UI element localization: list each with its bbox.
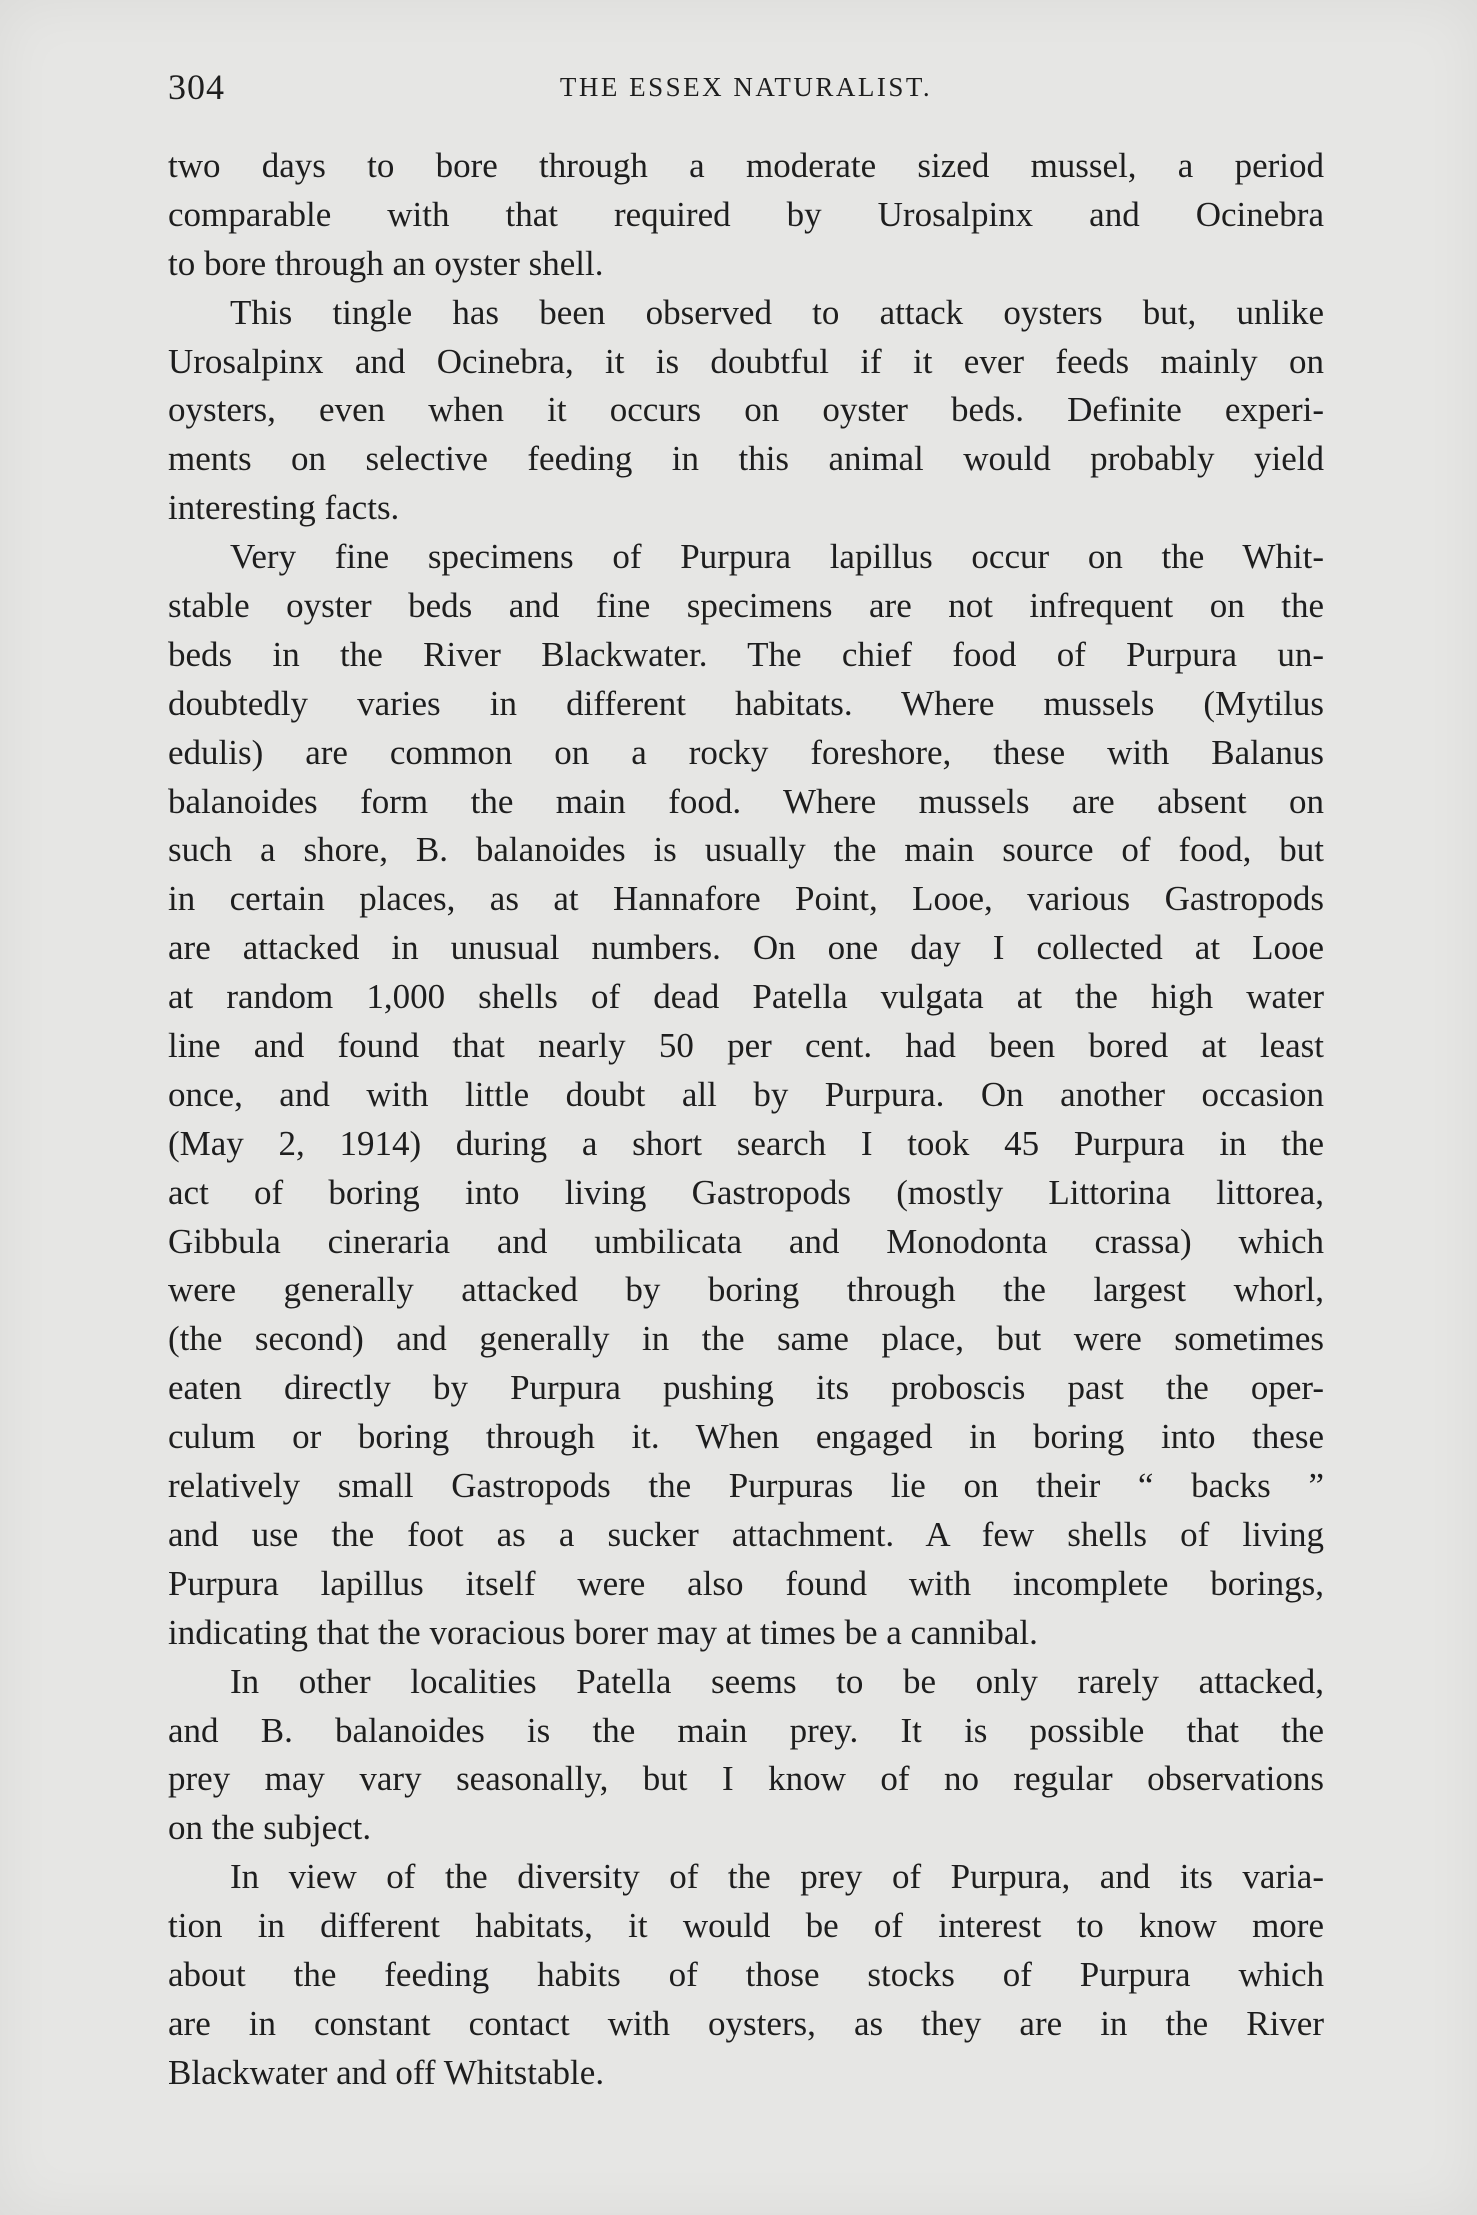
text-line: on the subject.	[168, 1808, 372, 1848]
text-line: prey may vary seasonally, but I know of no regular observations	[168, 1759, 1324, 1799]
text-line: beds in the River Blackwater. The chief food of Purpura un-	[168, 634, 1324, 674]
text-line: are attacked in unusual numbers. On one day I collected at Looe	[168, 928, 1324, 968]
body-text	[168, 142, 1324, 2098]
text-line: In view of the diversity of the prey of Purpura, and its varia-	[230, 1857, 1324, 1897]
text-line: such a shore, B. balanoides is usually the main source of food, but	[168, 830, 1324, 870]
text-line: in certain places, as at Hannafore Point, Looe, various Gastropods	[168, 879, 1324, 919]
text-line: relatively small Gastropods the Purpuras lie on their “ backs ”	[168, 1466, 1324, 1506]
text-line: Urosalpinx and Ocinebra, it is doubtful if it ever feeds mainly on	[168, 341, 1324, 381]
text-line: and B. balanoides is the main prey. It is possible that the	[168, 1710, 1324, 1750]
text-line: act of boring into living Gastropods (mostly Littorina littorea,	[168, 1172, 1324, 1212]
text-line: ments on selective feeding in this animal would probably yield	[168, 439, 1324, 479]
text-line: eaten directly by Purpura pushing its proboscis past the oper-	[168, 1368, 1324, 1408]
text-line: Gibbula cineraria and umbilicata and Monodonta crassa) which	[168, 1221, 1324, 1261]
text-line: once, and with little doubt all by Purpura. On another occasion	[168, 1074, 1324, 1114]
page-number: 304	[168, 67, 225, 107]
text-line: interesting facts.	[168, 488, 400, 528]
text-line: indicating that the voracious borer may at times be a cannibal.	[168, 1612, 1038, 1652]
text-line: In other localities Patella seems to be only rarely attacked,	[230, 1661, 1324, 1701]
text-line: were generally attacked by boring through the largest whorl,	[168, 1270, 1324, 1310]
text-line: and use the foot as a sucker attachment. A few shells of living	[168, 1514, 1324, 1554]
text-line: to bore through an oyster shell.	[168, 243, 604, 283]
page-header	[168, 66, 1324, 116]
text-line: balanoides form the main food. Where mussels are absent on	[168, 781, 1324, 821]
text-line: two days to bore through a moderate sized mussel, a period	[168, 146, 1324, 185]
text-line: Purpura lapillus itself were also found with incomplete borings,	[168, 1563, 1324, 1603]
text-line: stable oyster beds and fine specimens are not infrequent on the	[168, 586, 1324, 626]
text-line: Very fine specimens of Purpura lapillus occur on the Whit-	[230, 537, 1324, 577]
text-line: line and found that nearly 50 per cent. had been bored at least	[168, 1026, 1324, 1066]
text-line: tion in different habitats, it would be of interest to know more	[168, 1906, 1324, 1946]
text-line: doubtedly varies in different habitats. Where mussels (Mytilus	[168, 683, 1324, 723]
text-line: are in constant contact with oysters, as they are in the River	[168, 2003, 1324, 2043]
text-line: comparable with that required by Urosalpinx and Ocinebra	[168, 194, 1324, 234]
text-line: culum or boring through it. When engaged in boring into these	[168, 1417, 1324, 1457]
text-line: about the feeding habits of those stocks of Purpura which	[168, 1954, 1324, 1994]
text-line: edulis) are common on a rocky foreshore, these with Balanus	[168, 732, 1324, 772]
text-line: (the second) and generally in the same place, but were sometimes	[168, 1319, 1324, 1359]
text-line: (May 2, 1914) during a short search I took 45 Purpura in the	[168, 1123, 1324, 1163]
text-line: at random 1,000 shells of dead Patella vulgata at the high water	[168, 977, 1324, 1017]
running-title: THE ESSEX NATURALIST.	[559, 72, 933, 102]
text-line: oysters, even when it occurs on oyster beds. Definite experi-	[168, 390, 1324, 430]
text-line: Blackwater and off Whitstable.	[168, 2052, 605, 2092]
text-line: This tingle has been observed to attack oysters but, unlike	[230, 292, 1324, 332]
